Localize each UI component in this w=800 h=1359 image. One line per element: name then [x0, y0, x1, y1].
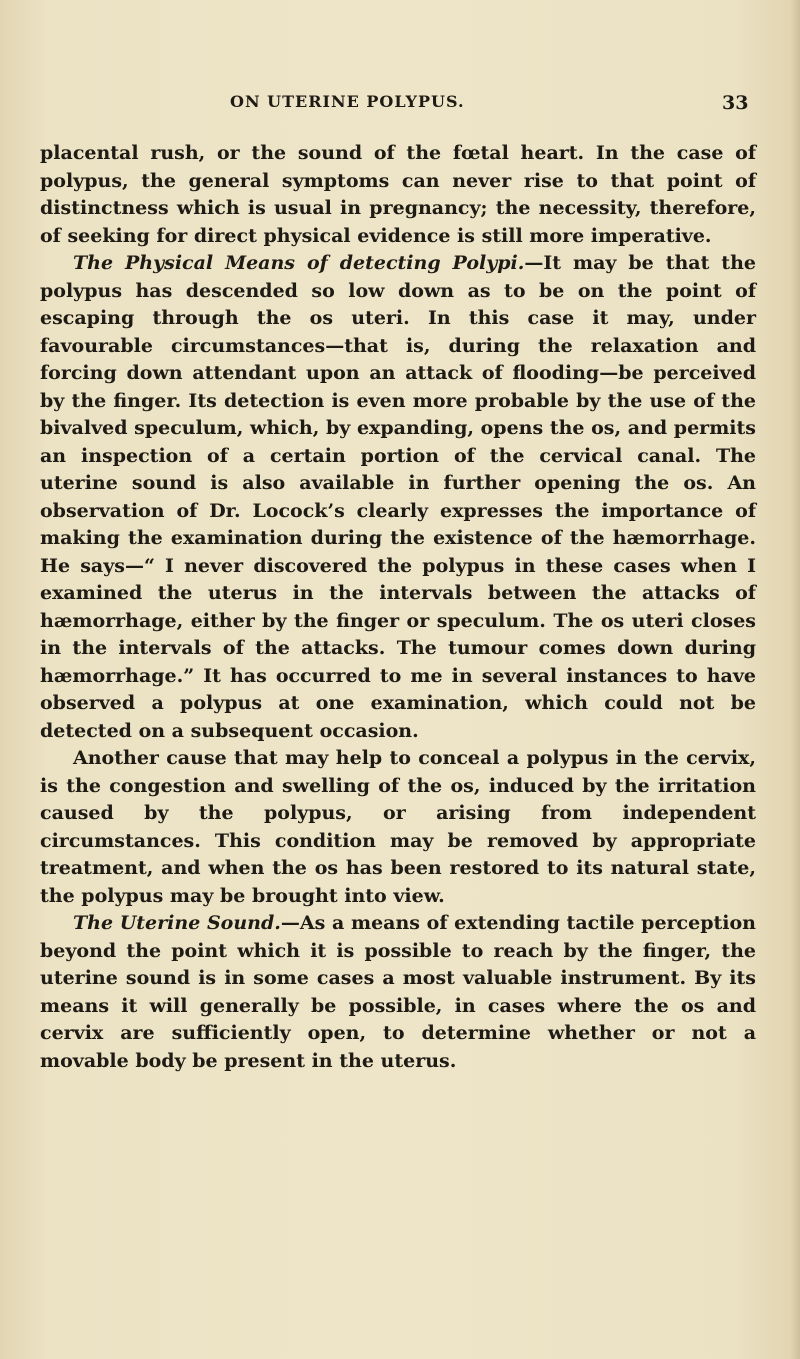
paragraph-text: —As a means of extending tactile perception beyond the point which it is possible to reach by the finger, the uterine sound is in some cases a most valuable instrument. By its means it will generally be possible, in cases where the os and cervix are sufficiently open, to determine whether or not a movable body be present in the uterus.	[40, 912, 756, 1072]
running-head: ON UTERINE POLYPUS.	[230, 92, 465, 111]
paragraph-text: placental rush, or the sound of the fœtal heart. In the case of polypus, the general symptoms can never rise to that point of distinctness which is usual in pregnancy; the necessity, therefore, of seeking for direct physical evidence is still more imperative.	[40, 142, 756, 247]
paragraph-continuation	[40, 140, 756, 250]
page-header	[0, 92, 800, 118]
paragraph-uterine-sound	[40, 910, 756, 1075]
section-heading-physical-means: The Physical Means of detecting Polypi.	[73, 252, 525, 274]
section-heading-uterine-sound: The Uterine Sound.	[73, 912, 281, 934]
paragraph-physical-means	[40, 250, 756, 745]
paragraph-text: —It may be that the polypus has descended so low down as to be on the point of escaping through the os uteri. In this case it may, under favourable circumstances—that is, during the relaxation and forcing down attendant upon an attack of flooding—be perceived by the finger. Its detection is even more probable by the use of the bivalved speculum, which, by expanding, opens the os, and permits an inspection of a certain portion of the cervical canal. The uterine sound is also available in further opening the os. An observation of Dr. Locock’s clearly expresses the importance of making the examination during the existence of the hæmorrhage. He says—“ I never discovered the polypus in these cases when I examined the uterus in the intervals between the attacks of hæmorrhage, either by the finger or speculum. The os uteri closes in the intervals of the attacks. The tumour comes down during hæmorrhage.” It has occurred to me in several instances to have observed a polypus at one examination, which could not be detected on a subsequent occasion.	[40, 252, 756, 742]
page-edge-shadow	[790, 0, 800, 1359]
body-text	[40, 140, 756, 1075]
paragraph-text: Another cause that may help to conceal a polypus in the cervix, is the congestion and swelling of the os, induced by the irritation caused by the polypus, or arising from independent circumstances. This condition may be removed by appropriate treatment, and when the os has been restored to its natural state, the polypus may be brought into view.	[40, 747, 756, 907]
page-number: 33	[722, 92, 749, 114]
paragraph-another-cause	[40, 745, 756, 910]
